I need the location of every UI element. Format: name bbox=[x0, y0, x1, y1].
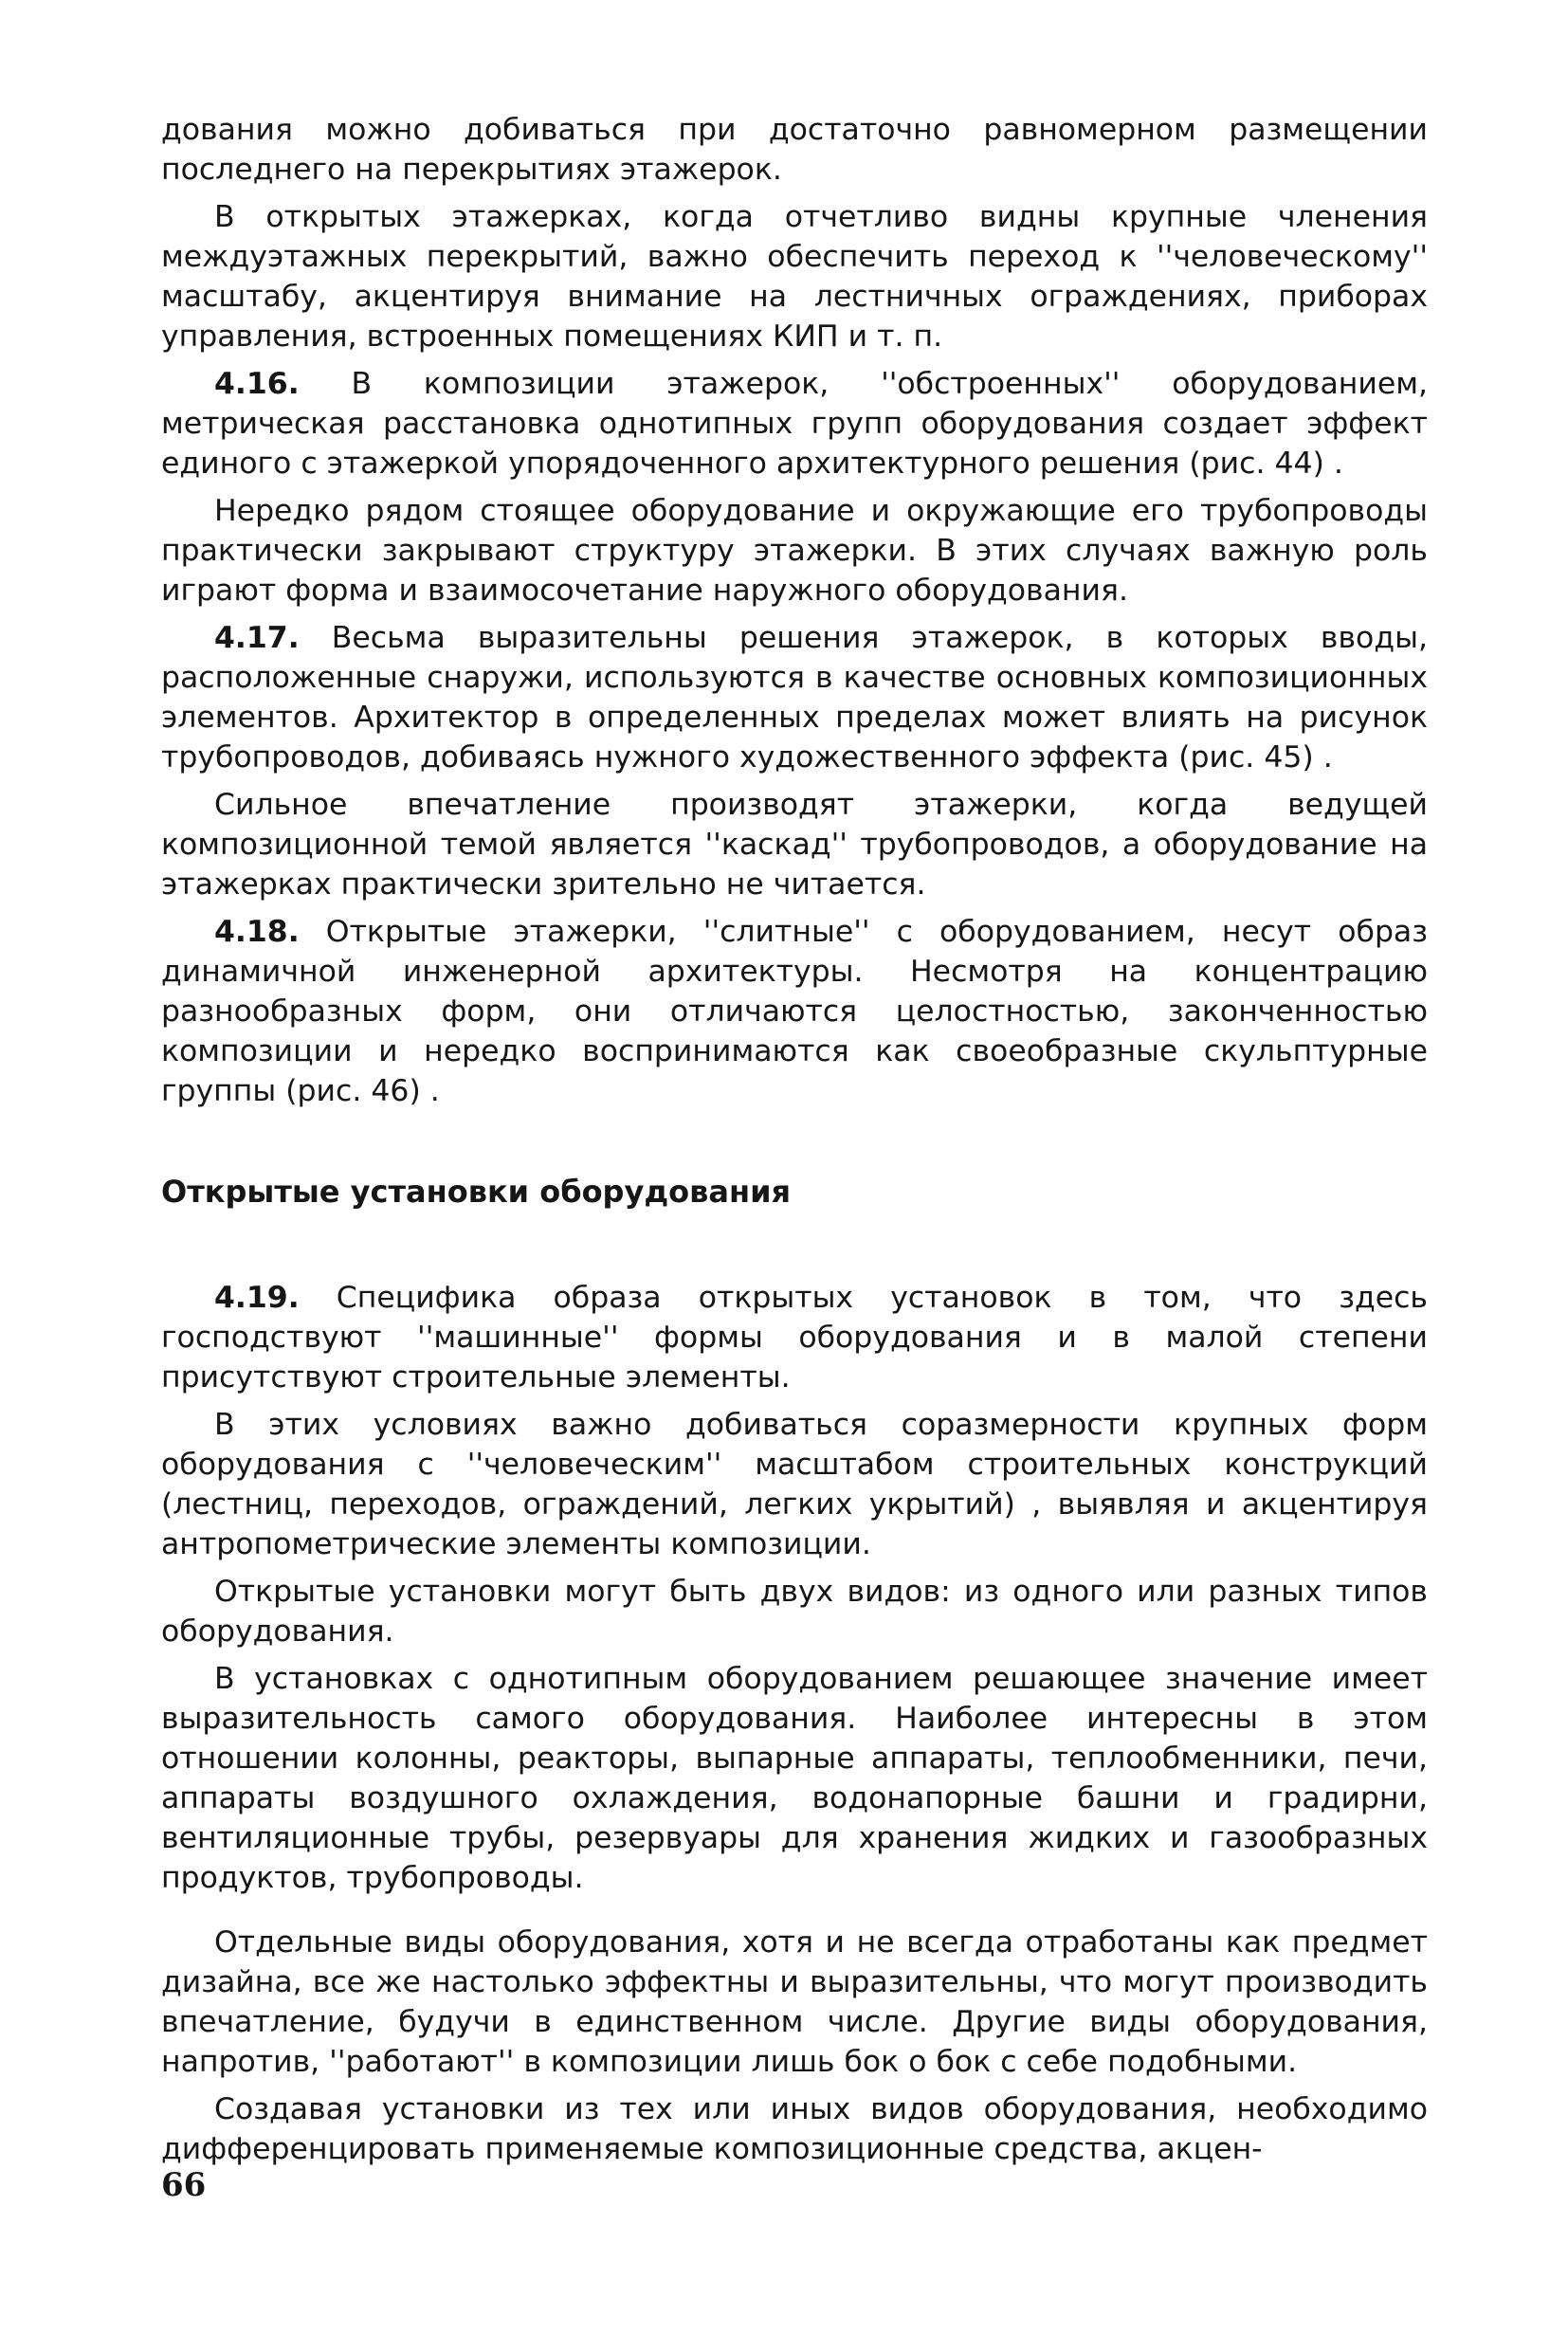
section-heading: Открытые установки оборудования bbox=[161, 1174, 792, 1210]
paragraph-text: В установках с однотипным оборудованием решающее значение имеет выразительность самого оборудования. Наиболее интересны в этом отношении колонны, реакторы, выпарные аппараты, теплообменники, печи, аппараты воздушного охлаждения, водонапорные башни и градирни, вентиляционные трубы, резервуары для хранения жидких и газообразных продуктов, трубопроводы. bbox=[161, 1662, 1428, 1895]
text-block-after-heading bbox=[161, 1278, 1428, 1898]
paragraph-text: Открытые установки могут быть двух видов: из одного или разных типов оборудования. bbox=[161, 1575, 1428, 1649]
paragraph bbox=[161, 364, 1428, 483]
paragraph-text: Специфика образа открытых установок в том, что здесь господствуют ''машинные'' формы оборудования и в малой степени присутствуют строительные элементы. bbox=[161, 1281, 1428, 1395]
paragraph bbox=[161, 197, 1428, 356]
page-number: 66 bbox=[161, 2166, 207, 2204]
paragraph-text: Открытые этажерки, ''слитные'' с оборудованием, несут образ динамичной инженерной архитектуры. Несмотря на концентрацию разнообразных форм, они отличаются целостностью, законченностью композиции и нередко воспринимаются как своеобразные скульптурные группы (рис. 46) . bbox=[161, 915, 1428, 1108]
paragraph bbox=[161, 2089, 1428, 2169]
paragraph-text: дования можно добиваться при достаточно равномерном размещении последнего на перекрытиях этажерок. bbox=[161, 113, 1428, 187]
paragraph-gap bbox=[161, 1905, 1428, 1923]
paragraph-text: Отдельные виды оборудования, хотя и не всегда отработаны как предмет дизайна, все же настолько эффектны и выразительны, что могут производить впечатление, будучи в единственном числе. Другие виды оборудования, напротив, ''работают'' в композиции лишь бок о бок с себе подобными. bbox=[161, 1925, 1428, 2079]
paragraph bbox=[161, 1278, 1428, 1397]
paragraph-text: В этих условиях важно добиваться соразмерности крупных форм оборудования с ''человеческим'' масштабом строительных конструкций (лестниц, переходов, ограждений, легких укрытий) , выявляя и акцентируя антропометрические элементы композиции. bbox=[161, 1408, 1428, 1561]
paragraph-text: Сильное впечатление производят этажерки, когда ведущей композиционной темой является ''каскад'' трубопроводов, а оборудование на этажерках практически зрительно не читается. bbox=[161, 788, 1428, 902]
clause-number: 4.19. bbox=[214, 1281, 300, 1315]
paragraph bbox=[161, 618, 1428, 777]
paragraph-text: Создавая установки из тех или иных видов оборудования, необходимо дифференцировать применяемые композиционные средства, акцен- bbox=[161, 2092, 1428, 2166]
paragraph bbox=[161, 110, 1428, 190]
paragraph bbox=[161, 491, 1428, 611]
text-block-final bbox=[161, 1923, 1428, 2169]
clause-number: 4.18. bbox=[214, 915, 300, 949]
clause-number: 4.17. bbox=[214, 621, 300, 655]
paragraph bbox=[161, 1923, 1428, 2082]
paragraph bbox=[161, 912, 1428, 1111]
paragraph-text: В открытых этажерках, когда отчетливо видны крупные членения междуэтажных перекрытий, важно обеспечить переход к ''человеческому'' масштабу, акцентируя внимание на лестничных ограждениях, приборах управления, встроенных помещениях КИП и т. п. bbox=[161, 200, 1428, 354]
paragraph bbox=[161, 1405, 1428, 1564]
paragraph-text: Нередко рядом стоящее оборудование и окружающие его трубопроводы практически закрывают структуру этажерки. В этих случаях важную роль играют форма и взаимосочетание наружного оборудования. bbox=[161, 494, 1428, 608]
text-block-before-heading bbox=[161, 110, 1428, 1111]
clause-number: 4.16. bbox=[214, 367, 300, 401]
paragraph-text: В композиции этажерок, ''обстроенных'' оборудованием, метрическая расстановка однотипных групп оборудования создает эффект единого с этажеркой упорядоченного архитектурного решения (рис. 44) . bbox=[161, 367, 1428, 481]
page-body bbox=[161, 110, 1428, 2177]
paragraph bbox=[161, 1659, 1428, 1898]
paragraph-text: Весьма выразительны решения этажерок, в которых вводы, расположенные снаружи, используются в качестве основных композиционных элементов. Архитектор в определенных пределах может влиять на рисунок трубопроводов, добиваясь нужного художественного эффекта (рис. 45) . bbox=[161, 621, 1428, 775]
paragraph bbox=[161, 1572, 1428, 1651]
paragraph bbox=[161, 785, 1428, 904]
